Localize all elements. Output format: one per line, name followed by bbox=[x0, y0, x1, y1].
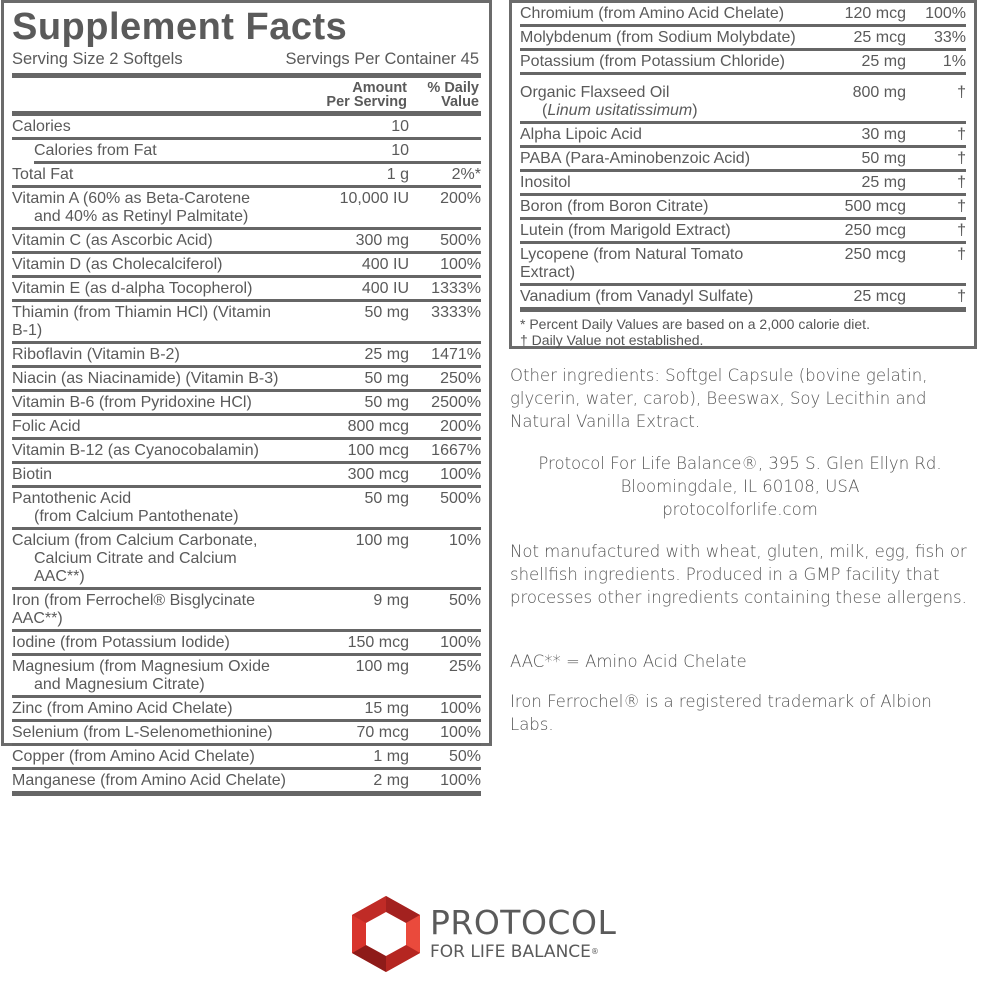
nutrient-row bbox=[520, 148, 966, 172]
allergen-statement: Not manufactured with wheat, gluten, milk, egg, fish or shellfish ingredients. Produced in a GMP facility that processes other ingredients containing these allergens. bbox=[510, 542, 967, 607]
daily-value-header bbox=[407, 81, 479, 109]
nutrient-name bbox=[12, 442, 289, 460]
nutrient-name bbox=[12, 232, 289, 250]
nutrient-name bbox=[12, 394, 289, 412]
nutrient-amount: 800 mcg bbox=[347, 418, 409, 435]
nutrient-daily-value: 100% bbox=[440, 700, 481, 717]
nutrient-row bbox=[12, 164, 481, 188]
nutrient-name-text: Magnesium (from Magnesium Oxide bbox=[12, 658, 270, 675]
nutrient-row bbox=[12, 746, 481, 770]
nutrient-row bbox=[12, 188, 481, 230]
nutrient-name-text: Lutein (from Marigold Extract) bbox=[520, 222, 731, 239]
nutrient-name-text: Zinc (from Amino Acid Chelate) bbox=[12, 700, 233, 717]
nutrient-amount: 1 g bbox=[386, 166, 409, 183]
nutrient-name-text: Organic Flaxseed Oil bbox=[520, 84, 670, 101]
nutrient-name-text: Vitamin D (as Cholecalciferol) bbox=[12, 256, 223, 273]
nutrient-row bbox=[12, 230, 481, 254]
nutrient-name bbox=[520, 126, 796, 144]
dv-header-line1: % Daily bbox=[427, 80, 479, 96]
nutrient-daily-value: † bbox=[957, 222, 966, 239]
nutrient-daily-value: † bbox=[957, 198, 966, 215]
nutrient-name bbox=[520, 246, 796, 282]
nutrient-name bbox=[520, 198, 796, 216]
nutrient-name-text: Vitamin E (as d-alpha Tocopherol) bbox=[12, 280, 253, 297]
nutrient-amount: 25 mg bbox=[861, 174, 906, 191]
nutrient-daily-value: 200% bbox=[440, 418, 481, 435]
nutrient-row bbox=[12, 278, 481, 302]
nutrient-list-right bbox=[520, 3, 966, 312]
nutrient-amount: 70 mcg bbox=[356, 724, 409, 741]
nutrient-name-text: Folic Acid bbox=[12, 418, 81, 435]
nutrient-amount: 250 mcg bbox=[844, 246, 906, 263]
nutrient-name bbox=[12, 256, 289, 274]
nutrient-daily-value: † bbox=[957, 84, 966, 101]
footnote-not-established: † Daily Value not established. bbox=[520, 332, 704, 348]
nutrient-name bbox=[12, 592, 289, 628]
column-header bbox=[12, 78, 481, 111]
nutrient-amount: 150 mcg bbox=[347, 634, 409, 651]
nutrient-daily-value: 200% bbox=[440, 190, 481, 207]
nutrient-name bbox=[520, 150, 796, 168]
nutrient-row bbox=[12, 116, 481, 140]
nutrient-amount: 25 mg bbox=[364, 346, 409, 363]
nutrient-amount: 30 mg bbox=[861, 126, 906, 143]
nutrient-name bbox=[520, 174, 796, 192]
nutrient-amount: 250 mcg bbox=[844, 222, 906, 239]
logo-brand: PROTOCOL bbox=[430, 903, 617, 942]
nutrient-name-text: PABA (Para-Aminobenzoic Acid) bbox=[520, 150, 751, 167]
nutrient-row bbox=[520, 220, 966, 244]
nutrient-name-text: Calories from Fat bbox=[34, 142, 157, 159]
nutrient-name-text: Manganese (from Amino Acid Chelate) bbox=[12, 772, 286, 789]
nutrient-daily-value: 100% bbox=[440, 724, 481, 741]
dv-header-line2: Value bbox=[441, 94, 479, 110]
nutrient-name bbox=[520, 53, 796, 71]
nutrient-name bbox=[12, 418, 289, 436]
supplement-facts-panel-right bbox=[509, 0, 977, 349]
nutrient-amount: 50 mg bbox=[364, 394, 409, 411]
aac-note: AAC** = Amino Acid Chelate bbox=[510, 652, 747, 671]
supplement-facts-title: Supplement Facts bbox=[12, 6, 348, 48]
nutrient-name bbox=[520, 222, 796, 240]
botanical-name: Linum usitatissimum bbox=[547, 102, 693, 119]
nutrient-amount: 25 mcg bbox=[853, 288, 906, 305]
nutrient-row bbox=[520, 172, 966, 196]
amount-header-line2: Per Serving bbox=[326, 94, 407, 110]
nutrient-name bbox=[12, 772, 289, 790]
nutrient-row bbox=[12, 254, 481, 278]
address-line1: Protocol For Life Balance®, 395 S. Glen Ellyn Rd. bbox=[538, 454, 942, 473]
nutrient-daily-value: † bbox=[957, 174, 966, 191]
nutrient-name-text: Vitamin A (60% as Beta-Carotene bbox=[12, 190, 251, 207]
nutrient-row bbox=[520, 3, 966, 27]
nutrient-row bbox=[520, 286, 966, 312]
serving-size: Serving Size 2 Softgels bbox=[12, 50, 183, 68]
nutrient-daily-value: 25% bbox=[448, 658, 481, 675]
nutrient-name bbox=[34, 142, 289, 160]
amount-header-line1: Amount bbox=[352, 80, 407, 96]
nutrient-name bbox=[520, 84, 796, 120]
nutrient-name-text: Vanadium (from Vanadyl Sulfate) bbox=[520, 288, 754, 305]
nutrient-name bbox=[12, 190, 289, 226]
nutrient-name bbox=[12, 166, 289, 184]
amount-per-serving-header bbox=[287, 81, 407, 109]
nutrient-amount: 10 bbox=[391, 118, 409, 135]
nutrient-row bbox=[520, 75, 966, 124]
nutrient-source: and Magnesium Citrate) bbox=[34, 676, 205, 693]
nutrient-name bbox=[12, 532, 289, 586]
nutrient-source: (Linum usitatissimum) bbox=[542, 102, 698, 119]
nutrient-daily-value: † bbox=[957, 126, 966, 143]
nutrient-name-text: Calcium (from Calcium Carbonate, bbox=[12, 532, 258, 549]
nutrient-amount: 100 mg bbox=[355, 658, 409, 675]
nutrient-name-text: Biotin bbox=[12, 466, 53, 483]
nutrient-amount: 100 mcg bbox=[347, 442, 409, 459]
nutrient-name-text: Iodine (from Potassium Iodide) bbox=[12, 634, 230, 651]
hexagon-logo-icon bbox=[350, 894, 422, 974]
nutrient-daily-value: 2500% bbox=[431, 394, 481, 411]
nutrient-amount: 50 mg bbox=[364, 304, 409, 321]
nutrient-name-text: Vitamin B-6 (from Pyridoxine HCl) bbox=[12, 394, 252, 411]
nutrient-name bbox=[12, 118, 289, 136]
nutrient-name bbox=[12, 724, 289, 742]
nutrient-row bbox=[12, 722, 481, 746]
nutrient-row bbox=[34, 140, 481, 164]
nutrient-daily-value: 250% bbox=[440, 370, 481, 387]
footnote-daily-values: * Percent Daily Values are based on a 2,000 calorie diet. bbox=[520, 316, 870, 332]
nutrient-amount: 300 mg bbox=[355, 232, 409, 249]
nutrient-name bbox=[520, 288, 796, 306]
nutrient-row bbox=[520, 124, 966, 148]
nutrient-name bbox=[12, 490, 289, 526]
nutrient-name-text: Total Fat bbox=[12, 166, 74, 183]
nutrient-row bbox=[12, 590, 481, 632]
nutrient-row bbox=[12, 440, 481, 464]
nutrient-amount: 9 mg bbox=[373, 592, 409, 609]
nutrient-name-text: Vitamin C (as Ascorbic Acid) bbox=[12, 232, 213, 249]
nutrient-amount: 1 mg bbox=[373, 748, 409, 765]
nutrient-name bbox=[12, 304, 289, 340]
nutrient-row bbox=[12, 770, 481, 796]
nutrient-name bbox=[12, 280, 289, 298]
nutrient-name-text: Inositol bbox=[520, 174, 571, 191]
nutrient-daily-value: 100% bbox=[925, 5, 966, 22]
nutrient-daily-value: † bbox=[957, 246, 966, 263]
nutrient-amount: 400 IU bbox=[361, 280, 409, 297]
trademark-note: Iron Ferrochel® is a registered trademark of Albion Labs. bbox=[510, 692, 932, 734]
supplement-facts-panel-left bbox=[1, 0, 492, 789]
nutrient-daily-value: 100% bbox=[440, 256, 481, 273]
nutrient-name-text: Chromium (from Amino Acid Chelate) bbox=[520, 5, 785, 22]
nutrient-daily-value bbox=[409, 118, 481, 136]
nutrient-row bbox=[12, 656, 481, 698]
nutrient-name bbox=[12, 466, 289, 484]
nutrient-row bbox=[12, 344, 481, 368]
serving-info bbox=[12, 49, 481, 69]
nutrient-amount: 500 mcg bbox=[844, 198, 906, 215]
nutrient-list-left bbox=[12, 116, 481, 796]
nutrient-row bbox=[12, 392, 481, 416]
nutrient-row bbox=[12, 632, 481, 656]
nutrient-daily-value: 100% bbox=[440, 634, 481, 651]
nutrient-amount: 50 mg bbox=[861, 150, 906, 167]
tagline-text: FOR LIFE BALANCE bbox=[430, 942, 591, 962]
nutrient-row bbox=[12, 530, 481, 590]
nutrient-name-text: Selenium (from L-Selenomethionine) bbox=[12, 724, 273, 741]
nutrient-name-text: Lycopene (from Natural Tomato Extract) bbox=[520, 246, 744, 281]
nutrient-daily-value bbox=[409, 142, 481, 160]
nutrient-name bbox=[12, 634, 289, 652]
nutrient-name bbox=[520, 29, 796, 47]
nutrient-name bbox=[520, 5, 796, 23]
footnotes bbox=[520, 312, 966, 348]
nutrient-daily-value: 33% bbox=[933, 29, 966, 46]
nutrient-row bbox=[12, 488, 481, 530]
nutrient-daily-value: 100% bbox=[440, 772, 481, 789]
nutrient-name bbox=[12, 370, 289, 388]
nutrient-daily-value: 1471% bbox=[431, 346, 481, 363]
nutrient-source: and 40% as Retinyl Palmitate) bbox=[34, 208, 249, 225]
nutrient-name-text: Pantothenic Acid bbox=[12, 490, 132, 507]
nutrient-name bbox=[12, 700, 289, 718]
nutrient-name-text: Iron (from Ferrochel® Bisglycinate AAC**) bbox=[12, 592, 255, 627]
nutrient-amount: 300 mcg bbox=[347, 466, 409, 483]
website-link[interactable]: protocolforlife.com bbox=[662, 500, 818, 519]
registered-mark: ® bbox=[590, 947, 599, 956]
nutrient-amount: 800 mg bbox=[852, 84, 906, 101]
nutrient-name-text: Alpha Lipoic Acid bbox=[520, 126, 642, 143]
nutrient-name-text: Riboflavin (Vitamin B-2) bbox=[12, 346, 180, 363]
nutrient-amount: 10 bbox=[391, 142, 409, 159]
nutrient-name-text: Thiamin (from Thiamin HCl) (Vitamin B-1) bbox=[12, 304, 272, 339]
nutrient-name-text: Potassium (from Potassium Chloride) bbox=[520, 53, 785, 70]
nutrient-daily-value: 2%* bbox=[451, 166, 481, 183]
nutrient-row bbox=[520, 196, 966, 220]
nutrient-amount: 120 mcg bbox=[844, 5, 906, 22]
nutrient-row bbox=[520, 244, 966, 286]
nutrient-daily-value: 500% bbox=[440, 490, 481, 507]
nutrient-daily-value: 10% bbox=[448, 532, 481, 549]
nutrient-name-text: Vitamin B-12 (as Cyanocobalamin) bbox=[12, 442, 259, 459]
nutrient-daily-value: 1667% bbox=[431, 442, 481, 459]
nutrient-source: Calcium Citrate and Calcium AAC**) bbox=[34, 550, 237, 585]
nutrient-daily-value: 50% bbox=[448, 748, 481, 765]
nutrient-amount: 25 mcg bbox=[853, 29, 906, 46]
nutrient-row bbox=[12, 368, 481, 392]
nutrient-daily-value: † bbox=[957, 288, 966, 305]
nutrient-daily-value: † bbox=[957, 150, 966, 167]
nutrient-amount: 25 mg bbox=[861, 53, 906, 70]
nutrient-amount: 50 mg bbox=[364, 370, 409, 387]
nutrient-row bbox=[12, 416, 481, 440]
logo-tagline bbox=[430, 942, 616, 962]
nutrient-row bbox=[520, 51, 966, 75]
nutrient-name-text: Niacin (as Niacinamide) (Vitamin B-3) bbox=[12, 370, 279, 387]
nutrient-amount: 10,000 IU bbox=[339, 190, 409, 207]
address-line2: Bloomingdale, IL 60108, USA bbox=[620, 477, 860, 496]
nutrient-name bbox=[12, 346, 289, 364]
servings-per-container: Servings Per Container 45 bbox=[285, 50, 479, 68]
nutrient-daily-value: 1% bbox=[942, 53, 966, 70]
other-ingredients: Other ingredients: Softgel Capsule (bovine gelatin, glycerin, water, carob), Beeswax, Soy Lecithin and Natural Vanilla Extract. bbox=[510, 366, 928, 431]
nutrient-amount: 400 IU bbox=[361, 256, 409, 273]
nutrient-amount: 2 mg bbox=[373, 772, 409, 789]
nutrient-daily-value: 3333% bbox=[431, 304, 481, 321]
nutrient-amount: 50 mg bbox=[364, 490, 409, 507]
nutrient-name-text: Calories bbox=[12, 118, 71, 135]
nutrient-name bbox=[12, 658, 289, 694]
nutrient-daily-value: 100% bbox=[440, 466, 481, 483]
nutrient-name bbox=[12, 748, 289, 766]
nutrient-row bbox=[12, 698, 481, 722]
nutrient-row bbox=[520, 27, 966, 51]
nutrient-name-text: Molybdenum (from Sodium Molybdate) bbox=[520, 29, 796, 46]
nutrient-amount: 15 mg bbox=[364, 700, 409, 717]
nutrient-source: (from Calcium Pantothenate) bbox=[34, 508, 239, 525]
nutrient-daily-value: 50% bbox=[448, 592, 481, 609]
nutrient-daily-value: 1333% bbox=[431, 280, 481, 297]
nutrient-row bbox=[12, 302, 481, 344]
nutrient-daily-value: 500% bbox=[440, 232, 481, 249]
logo-text bbox=[430, 903, 617, 962]
nutrient-name-text: Copper (from Amino Acid Chelate) bbox=[12, 748, 255, 765]
nutrient-name-text: Boron (from Boron Citrate) bbox=[520, 198, 709, 215]
nutrient-row bbox=[12, 464, 481, 488]
nutrient-amount: 100 mg bbox=[355, 532, 409, 549]
protocol-logo bbox=[350, 893, 640, 975]
manufacturer-address bbox=[505, 452, 975, 521]
